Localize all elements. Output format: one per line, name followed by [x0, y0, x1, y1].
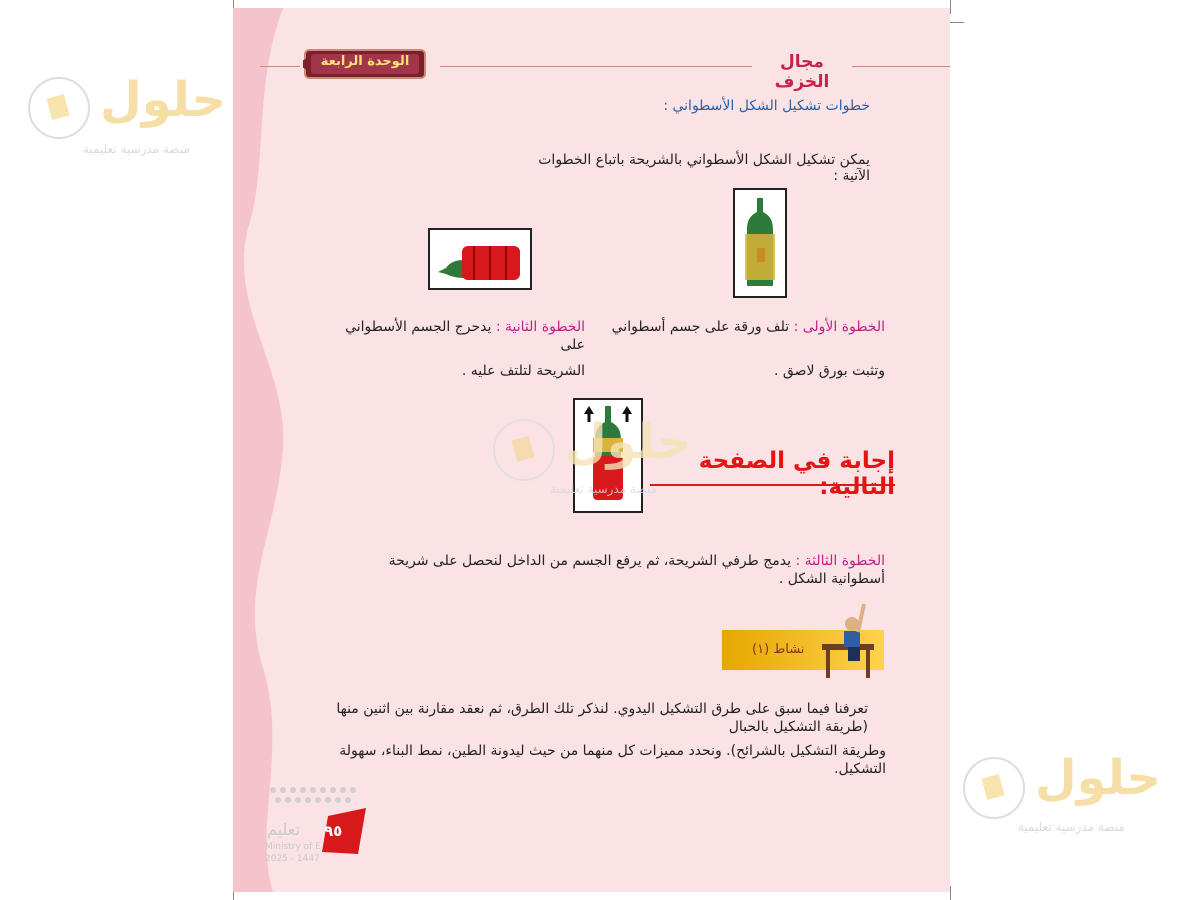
page-number-badge: [318, 808, 370, 856]
step2-label: الخطوة الثانية :: [495, 319, 585, 335]
watermark-logo: [25, 62, 245, 162]
step1-line1: [600, 318, 885, 336]
watermark-logo-text: حلول: [100, 72, 226, 128]
watermark-logo-text: حلول: [565, 414, 691, 470]
activity-line2: وطريقة التشكيل بالشرائح). ونحدد مميزات كل منهما من حيث ليدونة الطين، نمط البناء، سهولة التشكيل.: [339, 743, 886, 777]
step1-image: [733, 188, 787, 298]
watermark-logo: [960, 742, 1185, 842]
steps-heading: خطوات تشكيل الشكل الأسطواني :: [663, 98, 870, 114]
activity-line1: تعرفنا فيما سبق على طرق التشكيل اليدوي. لنذكر تلك الطرق، ثم نعقد مقارنة بين اثنين منها (طريقة التشكيل بالحبال: [336, 701, 868, 735]
page-number: ٩٥: [324, 822, 343, 840]
step1-text: تلف ورقة على جسم أسطواني: [611, 319, 790, 335]
header-rule: [260, 66, 300, 67]
step2-line2: الشريحة لتلتف عليه .: [461, 363, 585, 379]
unit-label: الوحدة الرابعة: [320, 54, 410, 69]
crop-mark: [950, 22, 964, 23]
step1-line2: وتثبت بورق لاصق .: [774, 363, 885, 379]
student-illustration: [818, 598, 888, 680]
watermark-logo: [490, 412, 720, 502]
watermark-tagline: منصة مدرسية تعليمية: [1018, 820, 1125, 834]
ministry-name-en: Ministry of E: [265, 842, 321, 852]
watermark-tagline: منصة مدرسية تعليمية: [83, 142, 190, 156]
step3-label: الخطوة الثالثة :: [795, 553, 885, 569]
intro-text: يمكن تشكيل الشكل الأسطواني بالشريحة باتباع الخطوات الآتية :: [538, 152, 870, 184]
step2-line1: [330, 318, 585, 354]
unit-banner: [303, 48, 427, 80]
watermark-tagline: منصة مدرسية تعليمية: [550, 482, 657, 496]
answer-note: إجابة في الصفحة التالية:: [650, 448, 895, 486]
step1-label: الخطوة الأولى :: [793, 319, 885, 335]
step3-line: [380, 552, 885, 588]
step2-image: [428, 228, 532, 290]
field-title: مجال الخزف: [752, 52, 852, 76]
header-rule: [440, 66, 950, 67]
step2-text: يدحرج الجسم الأسطواني على: [345, 319, 585, 353]
crop-mark: [950, 0, 951, 14]
watermark-logo-text: حلول: [1035, 750, 1161, 806]
crop-mark: [950, 886, 951, 900]
step3-text: يدمج طرفي الشريحة، ثم يرفع الجسم من الداخل لنحصل على شريحة أسطوانية الشكل .: [388, 553, 885, 587]
activity-label: نشاط (١): [752, 642, 805, 657]
ministry-name: تعليم: [267, 820, 300, 839]
ministry-years: 2025 - 1447: [265, 854, 320, 864]
